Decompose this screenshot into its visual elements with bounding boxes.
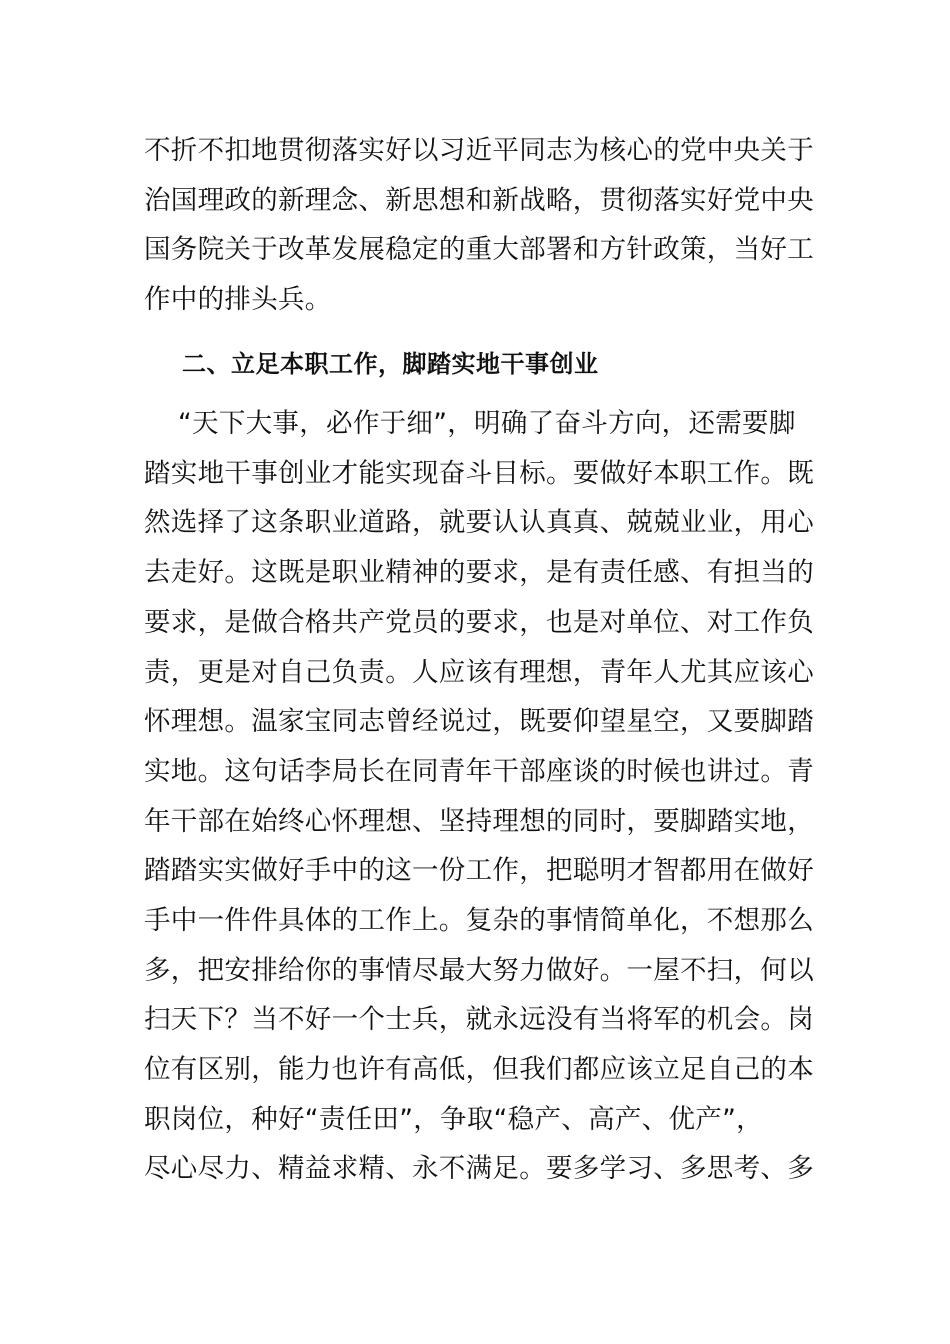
paragraph-2-line: 踏踏实实做好手中的这一份工作，把聪明才智都用在做好 xyxy=(144,855,814,886)
paragraph-2-line: 位有区别，能力也许有高低，但我们都应该立足自己的本 xyxy=(144,1054,814,1085)
paragraph-2-line: 怀理想。温家宝同志曾经说过，既要仰望星空，又要脚踏 xyxy=(144,706,814,737)
paragraph-2-line: 尽心尽力、精益求精、永不满足。要多学习、多思考、多 xyxy=(144,1153,814,1184)
paragraph-2-line: 去走好。这既是职业精神的要求，是有责任感、有担当的 xyxy=(144,557,814,588)
section-heading: 二、立足本职工作，脚踏实地干事创业 xyxy=(182,350,599,378)
paragraph-2-line: 手中一件件具体的工作上。复杂的事情简单化，不想那么 xyxy=(144,905,814,936)
paragraph-1-line: 国务院关于改革发展稳定的重大部署和方针政策，当好工 xyxy=(144,234,814,265)
paragraph-2-line: 要求，是做合格共产党员的要求，也是对单位、对工作负 xyxy=(144,607,814,638)
paragraph-2-line: 实地。这句话李局长在同青年干部座谈的时候也讲过。青 xyxy=(144,756,814,787)
paragraph-2-line: 多，把安排给你的事情尽最大努力做好。一屋不扫，何以 xyxy=(144,955,814,986)
paragraph-1-line: 治国理政的新理念、新思想和新战略，贯彻落实好党中央 xyxy=(144,185,814,216)
paragraph-2-line: 职岗位，种好“责任田”，争取“稳产、高产、优产”， xyxy=(144,1104,763,1135)
paragraph-1-line: 不折不扣地贯彻落实好以习近平同志为核心的党中央关于 xyxy=(144,135,814,166)
paragraph-2-line: 踏实地干事创业才能实现奋斗目标。要做好本职工作。既 xyxy=(144,458,814,489)
paragraph-2-line: 责，更是对自己负责。人应该有理想，青年人尤其应该心 xyxy=(144,657,814,688)
paragraph-2-line: 年干部在始终心怀理想、坚持理想的同时，要脚踏实地， xyxy=(144,806,814,837)
paragraph-2-line: 然选择了这条职业道路，就要认认真真、兢兢业业，用心 xyxy=(144,507,814,538)
paragraph-1-line: 作中的排头兵。 xyxy=(144,284,332,315)
paragraph-2-line: 扫天下？当不好一个士兵，就永远没有当将军的机会。岗 xyxy=(144,1004,814,1035)
paragraph-2-line: “天下大事，必作于细”，明确了奋斗方向，还需要脚 xyxy=(178,408,796,439)
